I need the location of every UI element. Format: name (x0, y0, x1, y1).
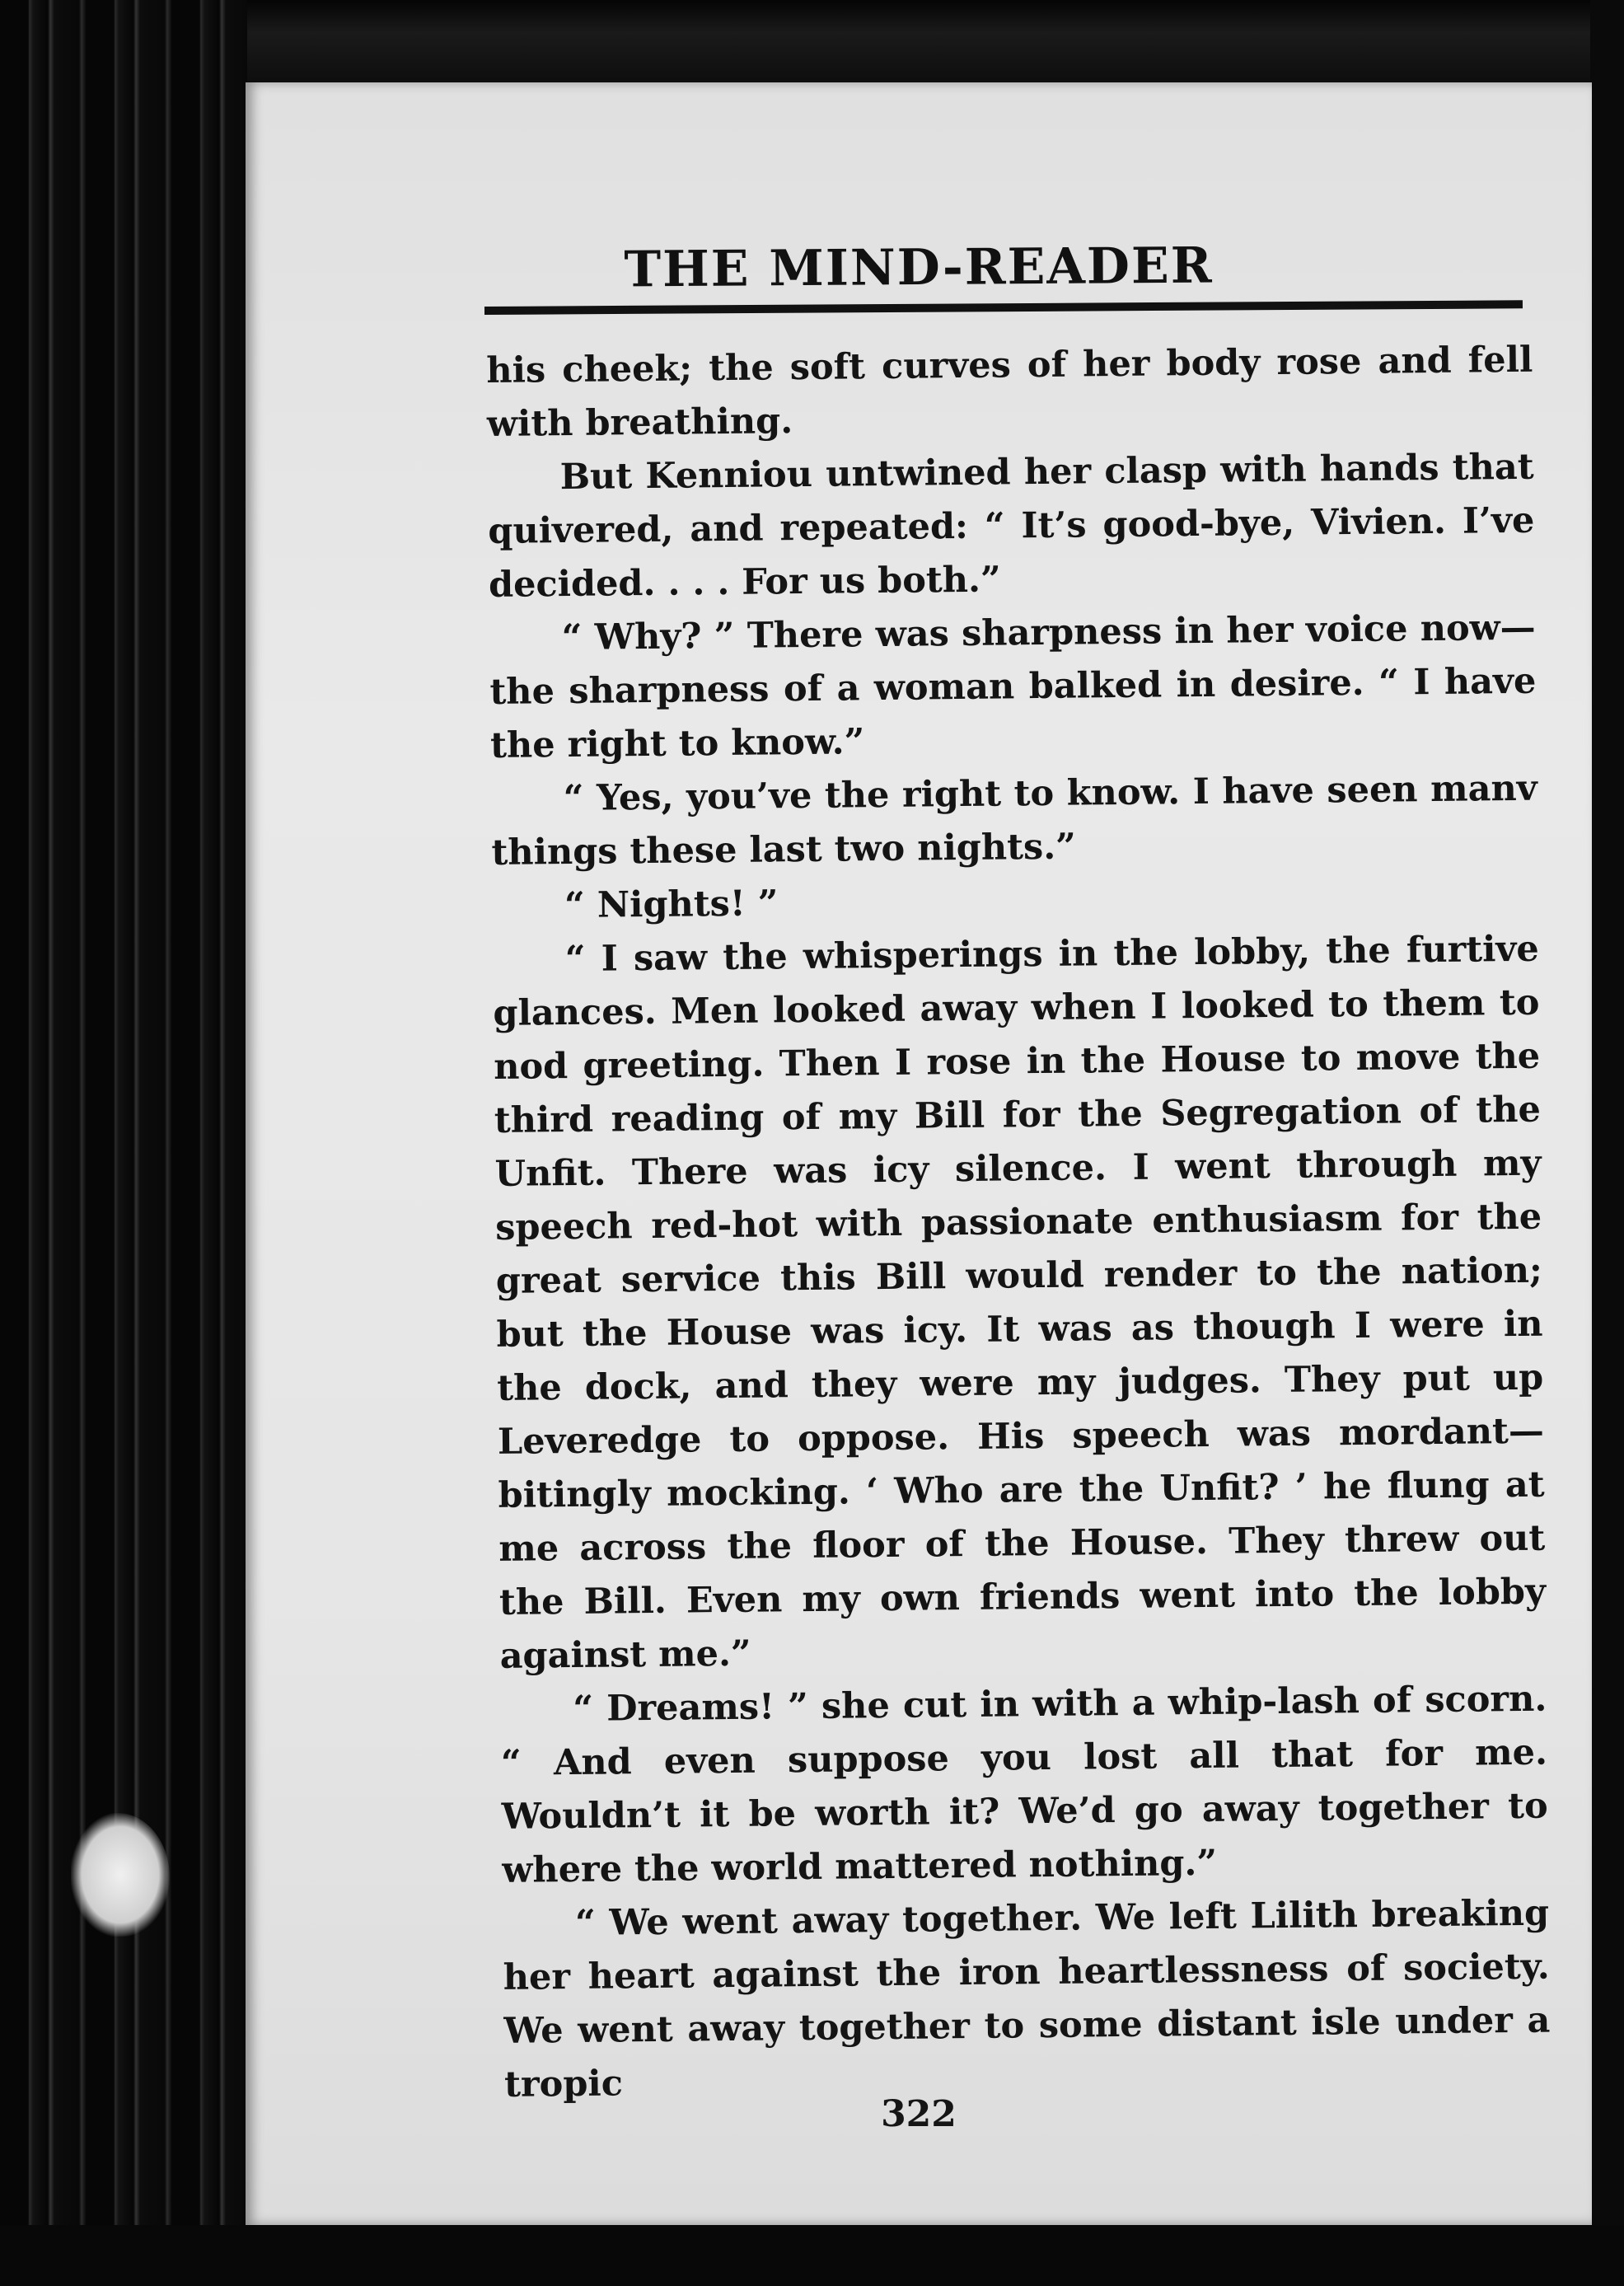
paragraph: “ I saw the whisperings in the lobby, the furtive glances. Men looked away when I looked to them to nod greeting. Then I rose in the House to move the third reading of my Bill for the Segregation of the Unfit. There was icy silence. I went through my speech red-hot with passionate enthusiasm for the great service this Bill would render to the nation; but the House was icy. It was as though I were in the dock, and they were my judges. They put up Leveredge to oppose. His speech was mordant—bitingly mocking. ‘ Who are the Unfit? ’ he flung at me across the floor of the House. They threw out the Bill. Even my own friends went into the lobby against me.” (493, 928, 1547, 1677)
body-text (486, 334, 1551, 2112)
running-head: THE MIND-READER (624, 237, 1214, 299)
book-binding-edge (0, 0, 247, 2286)
paragraph: “ Dreams! ” she cut in with a whip-lash of scorn. “ And even suppose you lost all that for me. Wouldn’t it be worth it? We’d go away together to where the world mattered nothing.” (500, 1678, 1548, 1891)
page-number: 322 (881, 2093, 957, 2135)
paragraph: “ Nights! ” (564, 883, 779, 927)
scan-right-edge (1590, 0, 1624, 2286)
book-page (246, 82, 1592, 2225)
header-rule (484, 300, 1523, 315)
paragraph: “ Yes, you’ve the right to know. I have seen manv things these last two nights.” (491, 767, 1537, 874)
paragraph: But Kenniou untwined her clasp with hands that quivered, and repeated: “ It’s good-bye, Vivien. I’ve decided. . . . For us both.” (488, 446, 1535, 606)
paragraph: “ Why? ” There was sharpness in her voice now—the sharpness of a woman balked in desire. “ I have the right to know.” (489, 607, 1537, 766)
paragraph: his cheek; the soft curves of her body rose and fell with breathing. (486, 339, 1533, 445)
paragraph: “ We went away together. We left Lilith breaking her heart against the iron heartlessness of society. We went away together to some distant isle under a tropic (503, 1892, 1551, 2106)
scan-bottom-edge (0, 2225, 1624, 2286)
